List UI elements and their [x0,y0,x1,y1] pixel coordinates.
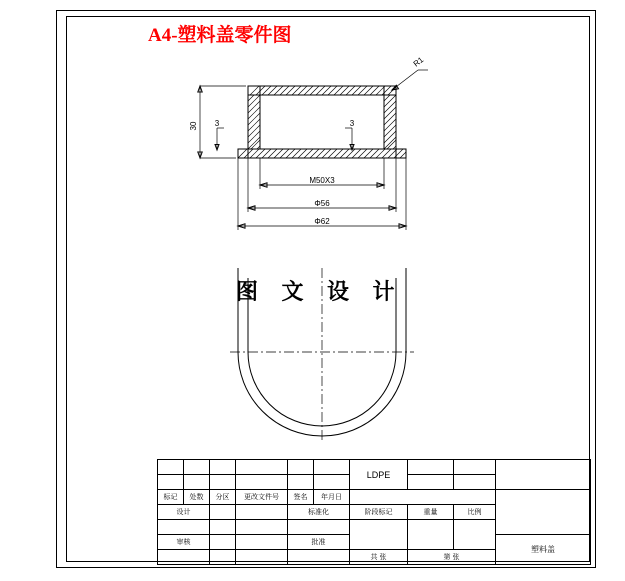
tb-cell [236,535,288,550]
tb-cell [350,520,408,550]
tb-cell [210,535,236,550]
tb-cell [236,505,288,520]
tb-col-count: 处数 [184,490,210,505]
tb-cell [210,520,236,535]
tb-cell [408,520,454,550]
tb-cell [158,520,210,535]
tb-standardize-label: 标准化 [288,505,350,520]
tb-cell [184,460,210,475]
dim-radius-r1: R1 [411,55,426,69]
tb-col-date: 年月日 [314,490,350,505]
tb-material: LDPE [350,460,408,490]
tb-col-sign: 签名 [288,490,314,505]
tb-cell [314,460,350,475]
page-title: A4-塑料盖零件图 [148,25,292,46]
title-block [157,459,591,565]
tb-col-mark: 标记 [158,490,184,505]
tb-cell [496,490,591,535]
tb-sheet-no: 第 张 [408,550,496,565]
tb-cell [210,550,236,565]
tb-cell [210,475,236,490]
tb-sheet-total: 共 张 [350,550,408,565]
tb-cell [454,520,496,550]
tb-col-changefile: 更改文件号 [236,490,288,505]
dim-thread-m50x3: M50X3 [309,176,335,185]
tb-cell [236,475,288,490]
tb-design-label: 设计 [158,505,210,520]
tb-cell [408,460,454,475]
tb-cell [210,505,236,520]
tb-cell [158,460,184,475]
tb-stage-label: 阶段标记 [350,505,408,520]
tb-cell [314,475,350,490]
dim-height-30: 30 [189,121,198,131]
dim-diameter-62: Φ62 [314,217,330,226]
tb-cell [454,460,496,475]
tb-cell [288,550,350,565]
tb-approve-label: 批准 [288,535,350,550]
watermark-text: 图 文 设 计 [236,279,404,304]
tb-cell [288,475,314,490]
tb-weight-label: 重量 [408,505,454,520]
tb-cell [184,475,210,490]
dim-diameter-56: Φ56 [314,199,330,208]
tb-cell [288,460,314,475]
tb-cell [158,550,210,565]
dim-wall-3-right: 3 [349,119,355,128]
tb-review-label: 审核 [158,535,210,550]
tb-cell [288,520,350,535]
tb-cell [496,460,591,490]
tb-cell [158,475,184,490]
tb-col-zone: 分区 [210,490,236,505]
table-row [158,490,591,505]
tb-cell [454,475,496,490]
table-row [158,460,591,475]
tb-scale-label: 比例 [454,505,496,520]
tb-cell [210,460,236,475]
tb-part-name: 塑料盖 [496,535,591,565]
tb-cell [408,475,454,490]
tb-cell [236,460,288,475]
tb-cell [236,520,288,535]
tb-cell [350,490,496,505]
tb-cell [236,550,288,565]
dim-wall-3-left: 3 [214,119,220,128]
